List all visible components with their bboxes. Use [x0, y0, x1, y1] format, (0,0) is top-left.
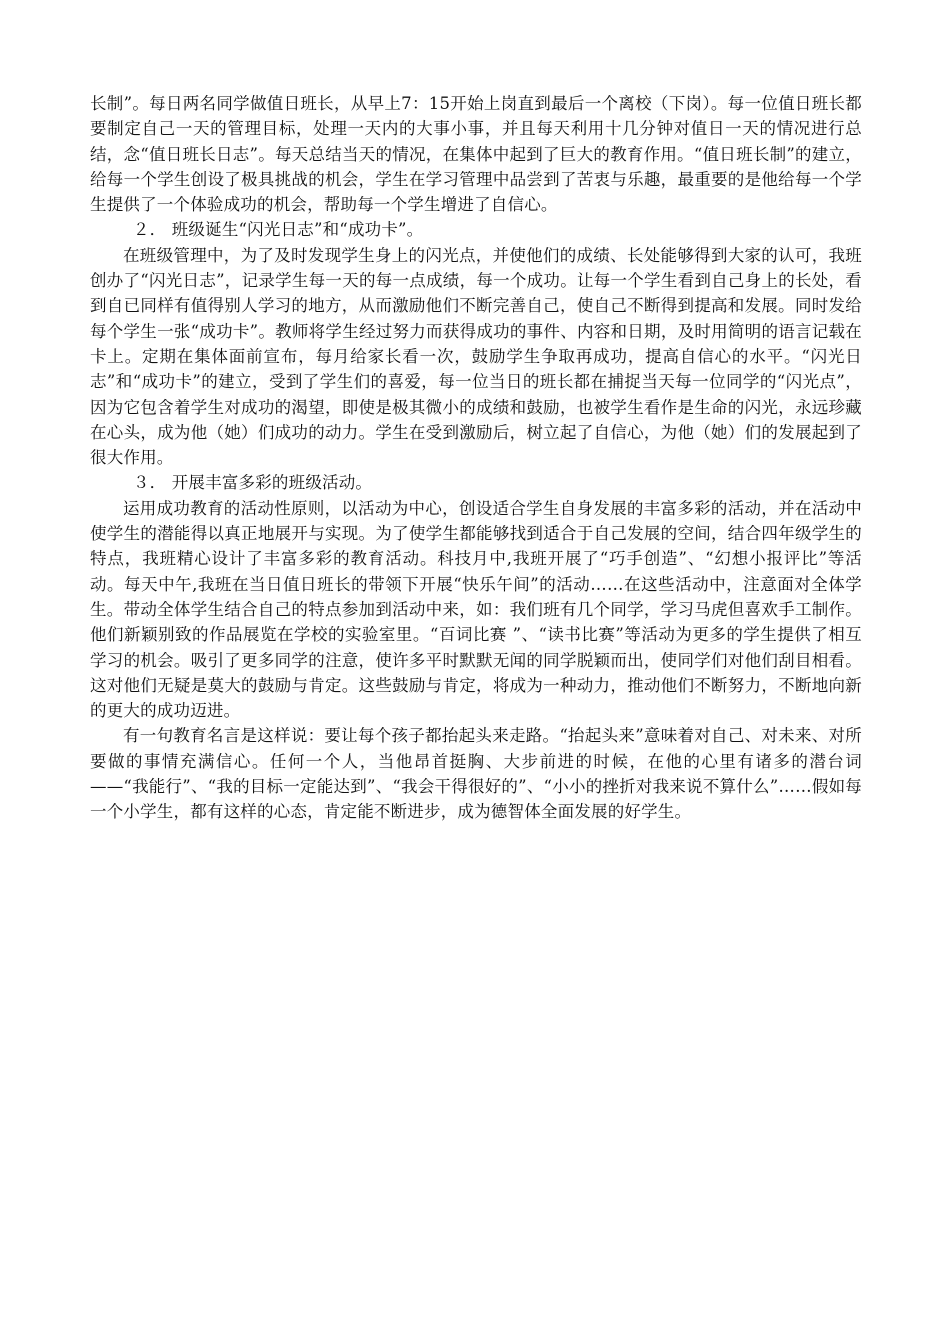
paragraph-class-activities: 运用成功教育的活动性原则，以活动为中心，创设适合学生自身发展的丰富多彩的活动，并在活动中使学生的潜能得以真正地展开与实现。为了使学生都能够找到适合于自己发展的空间，结合四年级学生的特点，我班精心设计了丰富多彩的教育活动。科技月中,我班开展了“巧手创造”、“幻想小报评比”等活动。每天中午,我班在当日值日班长的带领下开展“快乐午间”的活动……在这些活动中，注意面对全体学生。带动全体学生结合自己的特点参加到活动中来，如：我们班有几个同学，学习马虎但喜欢手工制作。他们新颖别致的作品展览在学校的实验室里。“百词比赛 ”、“读书比赛”等活动为更多的学生提供了相互学习的机会。吸引了更多同学的注意，使许多平时默默无闻的同学脱颖而出，使同学们对他们刮目相看。这对他们无疑是莫大的鼓励与肯定。这些鼓励与肯定，将成为一种动力，推动他们不断努力，不断地向新的更大的成功迈进。: [90, 498, 862, 721]
paragraph-continuation: 长制”。每日两名同学做值日班长，从早上7：15开始上岗直到最后一个离校（下岗）。每一位值日班长都要制定自己一天的管理目标，处理一天内的大事小事，并且每天利用十几分钟对值日一天的情况进行总结，念“值日班长日志”。每天总结当天的情况，在集体中起到了巨大的教育作用。“值日班长制”的建立，给每一个学生创设了极具挑战的机会，学生在学习管理中品尝到了苦衷与乐趣，最重要的是他给每一个学生提供了一个体验成功的机会，帮助每一个学生增进了自信心。: [90, 94, 862, 215]
section-heading-3: ３． 开展丰富多彩的班级活动。: [132, 473, 373, 493]
paragraph-conclusion: 有一句教育名言是这样说：要让每个孩子都抬起头来走路。“抬起头来”意味着对自己、对未来、对所要做的事情充满信心。任何一个人，当他昂首挺胸、大步前进的时候，在他的心里有诸多的潜台词——“我能行”、“我的目标一定能达到”、“我会干得很好的”、“小小的挫折对我来说不算什么”……假如每一个小学生，都有这样的心态，肯定能不断进步，成为德智体全面发展的好学生。: [90, 726, 862, 822]
section-heading-2: ２． 班级诞生“闪光日志”和“成功卡”。: [132, 220, 424, 240]
paragraph-flash-log: 在班级管理中，为了及时发现学生身上的闪光点，并使他们的成绩、长处能够得到大家的认可，我班创办了“闪光日志”，记录学生每一天的每一点成绩，每一个成功。让每一个学生看到自己身上的长处，看到自已同样有值得别人学习的地方，从而激励他们不断完善自己，使自己不断得到提高和发展。同时发给每个学生一张“成功卡”。教师将学生经过努力而获得成功的事件、内容和日期，及时用简明的语言记载在卡上。定期在集体面前宣布，每月给家长看一次，鼓励学生争取再成功，提高自信心的水平。“闪光日志”和“成功卡”的建立，受到了学生们的喜爱，每一位当日的班长都在捕捉当天每一位同学的“闪光点”，因为它包含着学生对成功的渴望，即使是极其微小的成绩和鼓励，也被学生看作是生命的闪光，永远珍藏在心头，成为他（她）们成功的动力。学生在受到激励后，树立起了自信心，为他（她）们的发展起到了很大作用。: [90, 245, 862, 468]
document-page: [90, 91, 862, 825]
